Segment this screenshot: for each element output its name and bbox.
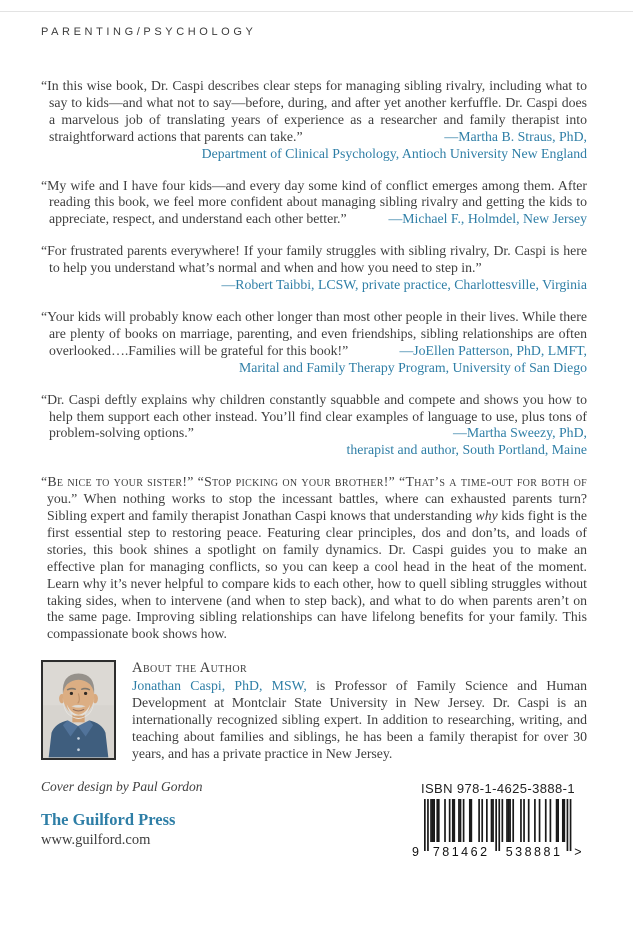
quote-attribution: —Martha B. Straus, PhD, bbox=[444, 128, 587, 144]
description-body-continued: kids fight is the first essential step to restoring peace. Featuring clear principles, dos and don’ts, and loads of stories, this book shines a spotlight on family dynamics. Dr. Caspi guides you to make an effective plan for managing conflicts, so you can keep a cool head in the heat of the moment. Learn why it’s never helpful to compare kids to each other, how to quell sibling struggles without taking sides, when to intervene (and when to step back), and what to do when parents aren’t on the same page. Improving sibling relationships can have lifelong benefits for your family. This compassionate book shows how. bbox=[47, 508, 587, 642]
quote-attribution-secondary: Marital and Family Therapy Program, University of San Diego bbox=[238, 359, 587, 375]
endorsement-quote-3 bbox=[41, 243, 587, 294]
about-author-section bbox=[41, 660, 587, 763]
endorsement-quote-1 bbox=[41, 78, 587, 163]
description-italic-word: why bbox=[475, 508, 498, 524]
quote-attribution: —JoEllen Patterson, PhD, LMFT, bbox=[399, 342, 587, 358]
quote-text: “My wife and I have four kids—and every day some kind of conflict emerges among them. After reading this book, we feel more confident about managing sibling rivalry and getting the kids to appreciate, respect, and understand each other better.” bbox=[41, 177, 587, 227]
quote-attribution-secondary: therapist and author, South Portland, Maine bbox=[346, 442, 587, 458]
svg-text:538881: 538881 bbox=[505, 844, 563, 859]
endorsements-section bbox=[41, 78, 587, 459]
about-author-heading: About the Author bbox=[132, 660, 248, 677]
quote-text: “In this wise book, Dr. Caspi describes clear steps for managing sibling rivalry, including what to say to kids—and what not to say—before, during, and after yet another kerfuffle. Dr. Caspi does a marvelous job of translating years of experience as a researcher and family therapist into straightforward actions that parents can take.” bbox=[41, 78, 587, 144]
author-photo bbox=[41, 660, 116, 760]
author-name: Jonathan Caspi, PhD, MSW, bbox=[132, 678, 307, 694]
quote-text: “Your kids will probably know each other longer than most other people in their lives. While there are plenty of books on marriage, parenting, and even friendships, sibling relationships are often overlooked….Families will be grateful for this book!” bbox=[41, 308, 587, 358]
isbn-barcode bbox=[409, 779, 587, 866]
quote-attribution: —Robert Taibbi, LCSW, private practice, Charlottesville, Virginia bbox=[221, 277, 587, 293]
svg-text:>: > bbox=[574, 844, 582, 859]
quote-attribution-secondary: Department of Clinical Psychology, Antioch University New England bbox=[201, 145, 587, 161]
cover-credit: Cover design by Paul Gordon bbox=[41, 778, 203, 794]
author-bio-text: is Professor of Family Science and Human Development at Montclair State University in New Jersey. Dr. Caspi is an internationally recognized sibling expert. In addition to researching, writing, and teaching about families and siblings, he has been a family therapist for over 30 years, and has a private practice in New Jersey. bbox=[132, 678, 587, 761]
barcode-svg bbox=[410, 799, 586, 861]
about-author-text bbox=[132, 660, 587, 763]
website-url: www.guilford.com bbox=[41, 831, 151, 848]
description-lead-smallcaps: “Be nice to your sister!” “Stop picking on your brother!” “That’s a time-out for both of bbox=[41, 474, 587, 490]
quote-attribution: —Martha Sweezy, PhD, bbox=[453, 425, 587, 441]
author-photo-image bbox=[43, 662, 114, 758]
quote-text: “For frustrated parents everywhere! If your family struggles with sibling rivalry, Dr. Caspi is here to help you understand what’s normal and when and how you need to step in.” bbox=[41, 243, 587, 276]
book-description bbox=[41, 474, 587, 643]
isbn-label: ISBN 978-1-4625-3888-1 bbox=[420, 780, 576, 796]
quote-attribution: —Michael F., Holmdel, New Jersey bbox=[388, 211, 587, 227]
quote-text: “Dr. Caspi deftly explains why children constantly squabble and compete and shows you how to help them support each other instead. You’ll find clear examples of language to use, plus tons of problem-solving options.” bbox=[41, 391, 587, 441]
publisher-name: The Guilford Press bbox=[41, 809, 176, 829]
endorsement-quote-5 bbox=[41, 392, 587, 460]
endorsement-quote-2 bbox=[41, 178, 587, 229]
cover-top-edge bbox=[0, 11, 633, 12]
endorsement-quote-4 bbox=[41, 309, 587, 377]
svg-text:9: 9 bbox=[412, 844, 419, 859]
svg-text:781462: 781462 bbox=[432, 844, 490, 859]
publisher-block bbox=[41, 779, 202, 849]
footer bbox=[41, 779, 587, 866]
description-body: you.” When nothing works to stop the incessant battles, where can exhausted parents turn? Sibling expert and family therapist Jonathan Caspi knows that understanding bbox=[47, 491, 587, 524]
category-label: PARENTING/PSYCHOLOGY bbox=[41, 26, 257, 38]
author-bio bbox=[132, 678, 587, 763]
